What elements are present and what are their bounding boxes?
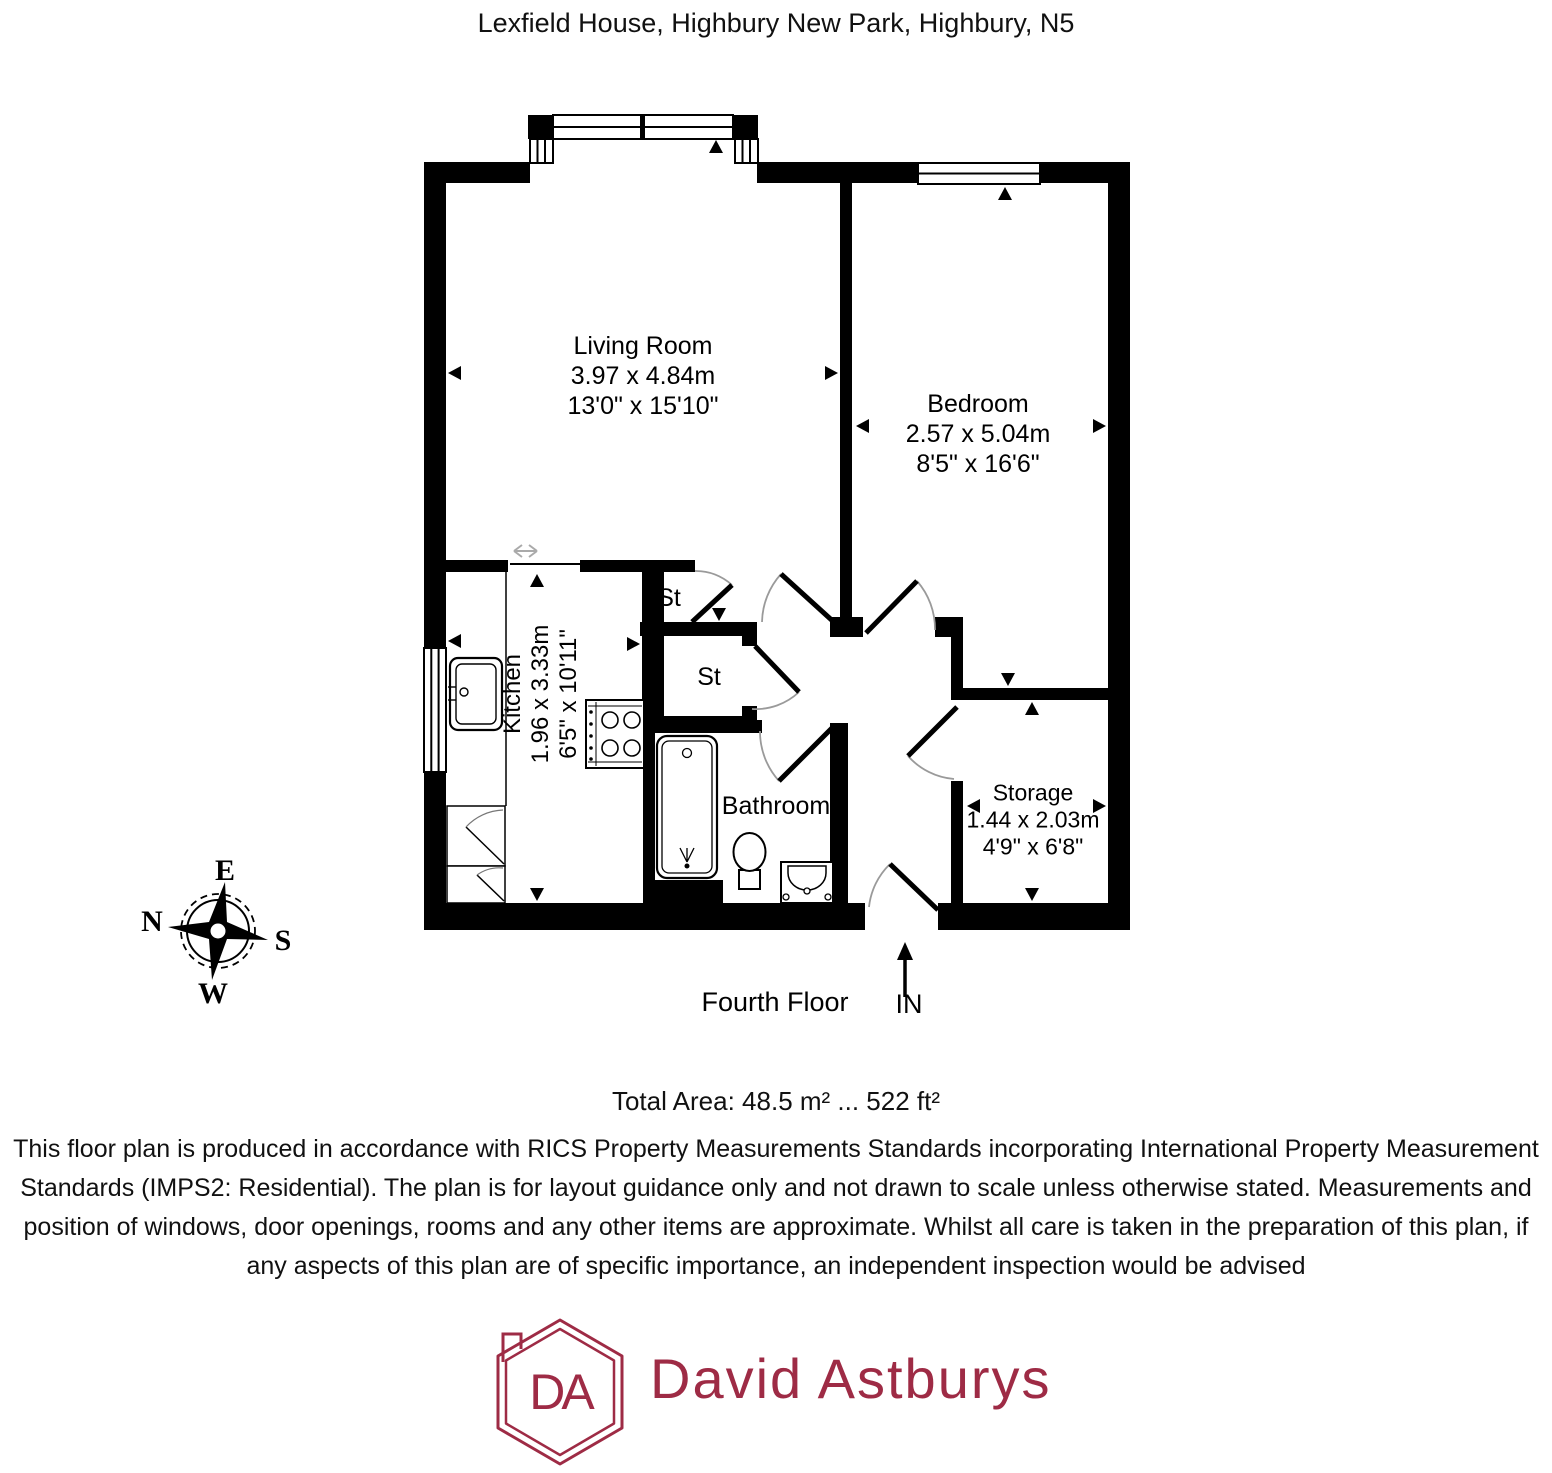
kitchen-label — [499, 625, 583, 764]
toilet-icon — [734, 833, 766, 889]
entry-door-leaf — [890, 864, 938, 910]
cabinet — [447, 866, 505, 903]
compass-east-label: E — [214, 854, 236, 887]
kitchen-window — [424, 648, 446, 772]
agency-name: David Astburys — [650, 1347, 1052, 1410]
room-size-imperial: 6'5" x 10'11" — [555, 629, 582, 759]
entrance-label: IN — [895, 989, 923, 1019]
agency-logo-hexagon-icon — [492, 1316, 628, 1468]
bathroom-door-leaf — [779, 728, 832, 781]
compass-north-label: N — [141, 905, 163, 938]
closet2-label — [697, 662, 721, 692]
bathroom-door-arc — [760, 731, 779, 781]
room-size-imperial: 13'0" x 15'10" — [567, 392, 719, 420]
living-room-door-leaf — [781, 574, 836, 624]
living-room-door-arc — [762, 574, 781, 622]
entry-door-arc — [869, 864, 890, 907]
room-name: Kitchen — [499, 653, 526, 735]
room-size-imperial: 4'9" x 6'8" — [982, 833, 1084, 860]
room-name: Storage — [992, 779, 1074, 806]
bedroom-door-arc — [917, 581, 935, 630]
bedroom-door-leaf — [866, 581, 917, 633]
room-size-metric: 3.97 x 4.84m — [570, 362, 716, 390]
compass-rose-icon — [168, 882, 268, 980]
disclaimer-text: This floor plan is produced in accordance with RICS Property Measurements Standards incorporating International Property Measurement Standards (IMPS2: Residential). The plan is for layout guidance only and not drawn to scale unless otherwise stated. Measurements and position of windows, door openings, rooms and any other items are approximate. Whilst all care is taken in the preparation of this plan, if any aspects of this plan are of specific importance, an independent inspection would be advised — [13, 1135, 1539, 1280]
storage-door-leaf — [908, 707, 957, 756]
basin-icon — [781, 862, 833, 903]
bathtub-icon — [657, 736, 717, 878]
room-size-imperial: 8'5" x 16'6" — [916, 450, 1040, 478]
closet1-label — [657, 583, 681, 613]
bedroom-label — [906, 389, 1051, 479]
bay-side-window-left — [530, 139, 553, 163]
room-name: Living Room — [573, 332, 713, 360]
closet2-door-leaf — [755, 646, 799, 692]
sink-icon — [448, 658, 502, 730]
bay-side-window-right — [735, 139, 758, 163]
bathroom-label — [722, 791, 830, 821]
opening-double-arrow-icon — [514, 545, 537, 557]
room-name: Bedroom — [927, 390, 1029, 418]
closet2-door-arc — [752, 692, 799, 709]
storage-label — [967, 780, 1100, 861]
page-title: Lexfield House, Highbury New Park, Highbury, N5 — [477, 8, 1075, 38]
room-size-metric: 1.96 x 3.33m — [527, 624, 554, 764]
room-name: Bathroom — [721, 792, 831, 820]
compass-south-label: S — [274, 924, 292, 957]
compass-west-label: W — [198, 977, 228, 1010]
closet1-door-leaf — [692, 585, 732, 622]
storage-door-arc — [908, 756, 954, 779]
total-area-text: Total Area: 48.5 m² ... 522 ft² — [611, 1086, 941, 1116]
room-size-metric: 2.57 x 5.04m — [905, 420, 1051, 448]
living-room-label — [567, 331, 718, 421]
room-size-metric: 1.44 x 2.03m — [966, 806, 1100, 833]
room-name: St — [697, 663, 721, 691]
logo-monogram: DA — [529, 1364, 591, 1420]
hob-icon — [586, 700, 644, 768]
room-name: St — [657, 584, 681, 612]
closet1-door-arc — [695, 571, 732, 585]
floor-label: Fourth Floor — [701, 987, 849, 1017]
